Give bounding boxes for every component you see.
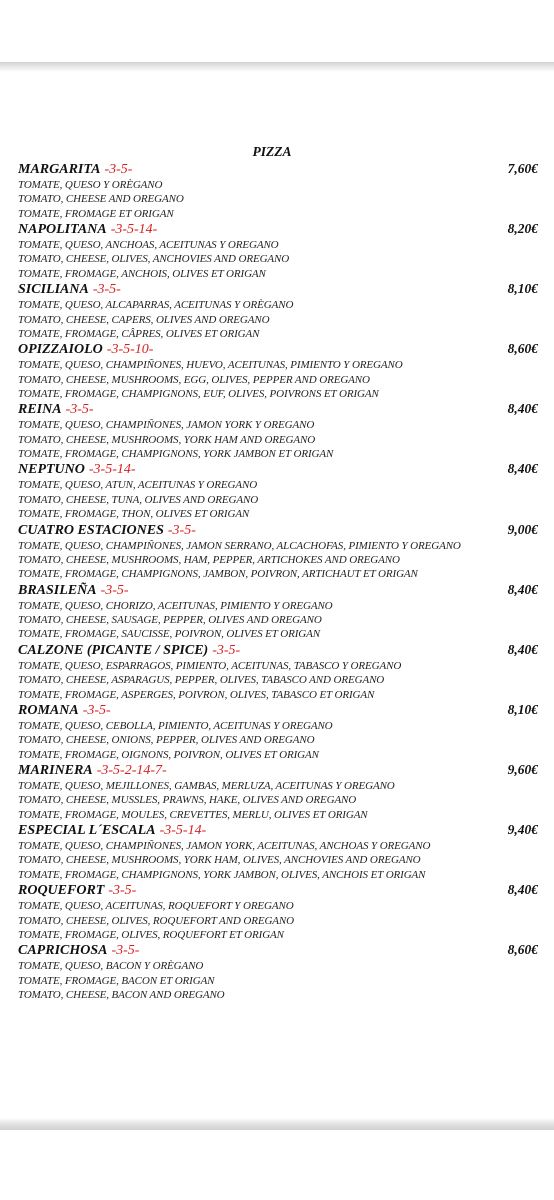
menu-item-price: 9,00€ bbox=[507, 521, 538, 537]
ingredients-line: TOMATE, FROMAGE, THON, OLIVES ET ORIGAN bbox=[18, 508, 250, 521]
ingredients-line: TOMATO, CHEESE, OLIVES, ANCHOVIES AND OREGANO bbox=[18, 253, 290, 266]
menu-item-name-text: CAPRICHOSA bbox=[18, 943, 108, 959]
menu-item-name bbox=[18, 462, 136, 478]
menu-item-header bbox=[18, 281, 538, 298]
ingredients-line: TOMATE, FROMAGE, ANCHOIS, OLIVES ET ORIGAN bbox=[18, 267, 266, 280]
menu-item-name bbox=[18, 763, 167, 779]
ingredients-line: TOMATO, CHEESE, BACON AND OREGANO bbox=[18, 989, 225, 1001]
menu-item-header bbox=[18, 942, 538, 959]
menu-item bbox=[18, 401, 538, 461]
allergen-codes: -3-5-14- bbox=[159, 823, 207, 839]
menu-item bbox=[18, 702, 538, 762]
ingredients-line: TOMATE, FROMAGE, MOULES, CREVETTES, MERLU, OLIVES ET ORIGAN bbox=[18, 808, 368, 821]
menu-item-price: 8,40€ bbox=[507, 581, 538, 597]
ingredients-line: TOMATO, CHEESE, OLIVES, ROQUEFORT AND OREGANO bbox=[18, 914, 295, 927]
menu-item bbox=[18, 582, 538, 642]
menu-item bbox=[18, 762, 538, 822]
menu-item-header bbox=[18, 702, 538, 719]
ingredients-line: TOMATE, QUESO, CHAMPIÑONES, JAMON YORK Y OREGANO bbox=[18, 419, 315, 432]
ingredients-line: TOMATE, FROMAGE, ASPERGES, POIVRON, OLIVES, TABASCO ET ORIGAN bbox=[18, 688, 375, 701]
menu-item-name bbox=[18, 342, 153, 358]
menu-item-header bbox=[18, 642, 538, 659]
ingredients-line: TOMATO, CHEESE, MUSHROOMS, HAM, PEPPER, ARTICHOKES AND OREGANO bbox=[18, 553, 400, 566]
ingredients-line: TOMATE, QUESO, ALCAPARRAS, ACEITUNAS Y ORÈGANO bbox=[18, 299, 294, 312]
allergen-codes: -3-5- bbox=[100, 582, 129, 598]
ingredients-line: TOMATE, QUESO, CHAMPIÑONES, JAMON SERRANO, ALCACHOFAS, PIMIENTO Y OREGANO bbox=[18, 539, 461, 552]
ingredients-line: TOMATO, CHEESE, MUSHROOMS, EGG, OLIVES, PEPPER AND OREGANO bbox=[18, 373, 370, 386]
allergen-codes: -3-5- bbox=[65, 402, 94, 418]
menu-item-price: 8,40€ bbox=[507, 641, 538, 657]
menu-list bbox=[18, 161, 538, 1002]
ingredients-line: TOMATO, CHEESE, ASPARAGUS, PEPPER, OLIVES, TABASCO AND OREGANO bbox=[18, 674, 385, 687]
menu-item-name bbox=[18, 823, 206, 839]
top-bar bbox=[0, 0, 554, 62]
ingredients-line: TOMATE, QUESO, ACEITUNAS, ROQUEFORT Y OREGANO bbox=[18, 900, 294, 913]
menu-item bbox=[18, 221, 538, 281]
bottom-divider bbox=[0, 1118, 554, 1130]
menu-item-name-text: MARGARITA bbox=[18, 162, 101, 177]
menu-item-name-text: ROQUEFORT bbox=[18, 883, 105, 899]
menu-item-price: 8,40€ bbox=[507, 401, 538, 417]
ingredients-line: TOMATE, QUESO, ESPARRAGOS, PIMIENTO, ACEITUNAS, TABASCO Y OREGANO bbox=[18, 659, 402, 672]
menu-item-price: 8,60€ bbox=[507, 341, 538, 357]
allergen-codes: -3-5- bbox=[212, 642, 241, 658]
menu-item-name bbox=[18, 282, 121, 298]
allergen-codes: -3-5- bbox=[167, 522, 196, 538]
allergen-codes: -3-5- bbox=[111, 943, 140, 959]
menu-item-name-text: NAPOLITANA bbox=[18, 222, 107, 238]
menu-item-name bbox=[18, 162, 132, 178]
ingredients-line: TOMATE, QUESO, BACON Y ORÈGANO bbox=[18, 960, 204, 973]
menu-item-name-text: ESPECIAL L´ESCALA bbox=[18, 823, 156, 839]
menu-item-name-text: OPIZZAIOLO bbox=[18, 342, 103, 358]
menu-item-header bbox=[18, 822, 538, 839]
ingredients-line: TOMATE, QUESO, CHAMPIÑONES, JAMON YORK, ACEITUNAS, ANCHOAS Y OREGANO bbox=[18, 840, 431, 853]
ingredients-line: TOMATE, QUESO, CHORIZO, ACEITUNAS, PIMIENTO Y OREGANO bbox=[18, 599, 333, 612]
menu-item-name-text: CUATRO ESTACIONES bbox=[18, 522, 164, 538]
menu-item-name-text: SICILIANA bbox=[18, 282, 89, 298]
allergen-codes: -3-5-2-14-7- bbox=[96, 762, 167, 778]
menu-item bbox=[18, 642, 538, 702]
ingredients-line: TOMATE, QUESO Y ORÈGANO bbox=[18, 179, 163, 191]
menu-item-price: 9,60€ bbox=[507, 761, 538, 777]
ingredients-line: TOMATE, QUESO, ANCHOAS, ACEITUNAS Y OREGANO bbox=[18, 239, 279, 252]
menu-item bbox=[18, 461, 538, 521]
ingredients-line: TOMATE, FROMAGE, BACON ET ORIGAN bbox=[18, 974, 215, 987]
menu-item-header bbox=[18, 762, 538, 779]
menu-item-price: 9,40€ bbox=[507, 822, 538, 838]
ingredients-line: TOMATO, CHEESE, MUSHROOMS, YORK HAM AND OREGANO bbox=[18, 433, 316, 446]
menu-item-name bbox=[18, 583, 129, 599]
ingredients-line: TOMATE, FROMAGE, CHAMPIGNONS, JAMBON, POIVRON, ARTICHAUT ET ORIGAN bbox=[18, 568, 418, 581]
ingredients-line: TOMATE, FROMAGE, OIGNONS, POIVRON, OLIVES ET ORIGAN bbox=[18, 748, 319, 761]
menu-item-header bbox=[18, 401, 538, 418]
allergen-codes: -3-5- bbox=[92, 282, 121, 298]
ingredients-line: TOMATO, CHEESE, MUSSLES, PRAWNS, HAKE, OLIVES AND OREGANO bbox=[18, 794, 357, 807]
ingredients-line: TOMATO, CHEESE, TUNA, OLIVES AND OREGANO bbox=[18, 493, 259, 506]
allergen-codes: -3-5-10- bbox=[106, 342, 154, 358]
ingredients-line: TOMATE, QUESO, ATUN, ACEITUNAS Y OREGANO bbox=[18, 479, 258, 492]
menu-item-name bbox=[18, 943, 139, 959]
menu-item-header bbox=[18, 341, 538, 358]
bottom-bar bbox=[0, 1130, 554, 1200]
menu-item-header bbox=[18, 461, 538, 478]
ingredients-line: TOMATO, CHEESE, SAUSAGE, PEPPER, OLIVES AND OREGANO bbox=[18, 614, 322, 627]
ingredients-line: TOMATE, FROMAGE, OLIVES, ROQUEFORT ET ORIGAN bbox=[18, 928, 284, 941]
menu-item-price: 8,60€ bbox=[507, 942, 538, 958]
allergen-codes: -3-5- bbox=[108, 883, 137, 899]
menu-item-name bbox=[18, 222, 157, 238]
menu-item-price: 8,10€ bbox=[507, 281, 538, 297]
ingredients-line: TOMATE, QUESO, CHAMPIÑONES, HUEVO, ACEITUNAS, PIMIENTO Y OREGANO bbox=[18, 359, 403, 372]
menu-item-name bbox=[18, 883, 136, 899]
ingredients-line: TOMATE, FROMAGE, CHAMPIGNONS, YORK JAMBON ET ORIGAN bbox=[18, 448, 334, 461]
menu-item bbox=[18, 822, 538, 882]
ingredients-line: TOMATE, FROMAGE ET ORIGAN bbox=[18, 207, 174, 220]
allergen-codes: -3-5-14- bbox=[88, 462, 136, 478]
ingredients-line: TOMATE, FROMAGE, CHAMPIGNONS, YORK JAMBON, OLIVES, ANCHOIS ET ORIGAN bbox=[18, 868, 426, 881]
menu-item-price: 8,40€ bbox=[507, 461, 538, 477]
top-divider bbox=[0, 62, 554, 72]
menu-item bbox=[18, 341, 538, 401]
menu-item-name-text: NEPTUNO bbox=[18, 462, 85, 478]
menu-item-name-text: ROMANA bbox=[18, 702, 79, 718]
menu-item-price: 8,20€ bbox=[507, 221, 538, 237]
ingredients-line: TOMATE, FROMAGE, CHAMPIGNONS, EUF, OLIVES, POIVRONS ET ORIGAN bbox=[18, 388, 379, 401]
menu-item-header bbox=[18, 522, 538, 539]
ingredients-line: TOMATE, QUESO, MEJILLONES, GAMBAS, MERLUZA, ACEITUNAS Y OREGANO bbox=[18, 779, 395, 792]
menu-item bbox=[18, 161, 538, 221]
ingredients-line: TOMATO, CHEESE, MUSHROOMS, YORK HAM, OLIVES, ANCHOVIES AND OREGANO bbox=[18, 854, 421, 867]
ingredients-line: TOMATO, CHEESE, CAPERS, OLIVES AND OREGANO bbox=[18, 313, 270, 326]
menu-item bbox=[18, 522, 538, 582]
menu-item-header bbox=[18, 582, 538, 599]
menu-item-header bbox=[18, 882, 538, 899]
menu-page bbox=[0, 72, 554, 1118]
menu-item-name bbox=[18, 643, 240, 659]
menu-item-header bbox=[18, 221, 538, 238]
menu-item-name bbox=[18, 703, 111, 719]
ingredients-line: TOMATO, CHEESE, ONIONS, PEPPER, OLIVES AND OREGANO bbox=[18, 734, 315, 747]
menu-item bbox=[18, 281, 538, 341]
menu-item bbox=[18, 882, 538, 942]
menu-title: PIZZA bbox=[252, 144, 292, 159]
ingredients-line: TOMATE, QUESO, CEBOLLA, PIMIENTO, ACEITUNAS Y OREGANO bbox=[18, 719, 333, 732]
menu-item bbox=[18, 942, 538, 1002]
menu-item-name bbox=[18, 402, 94, 418]
menu-item-name-text: REINA bbox=[18, 402, 62, 418]
menu-item-name bbox=[18, 523, 196, 539]
allergen-codes: -3-5- bbox=[104, 162, 133, 177]
menu-item-price: 8,40€ bbox=[507, 882, 538, 898]
ingredients-line: TOMATO, CHEESE AND OREGANO bbox=[18, 193, 184, 206]
ingredients-line: TOMATE, FROMAGE, CÂPRES, OLIVES ET ORIGAN bbox=[18, 327, 260, 340]
ingredients-line: TOMATE, FROMAGE, SAUCISSE, POIVRON, OLIVES ET ORIGAN bbox=[18, 628, 320, 641]
menu-item-price: 8,10€ bbox=[507, 701, 538, 717]
menu-item-price: 7,60€ bbox=[507, 161, 538, 176]
menu-item-header bbox=[18, 161, 538, 178]
menu-item-name-text: CALZONE (PICANTE / SPICE) bbox=[18, 642, 209, 658]
menu-item-name-text: BRASILEÑA bbox=[18, 582, 97, 598]
menu-item-name-text: MARINERA bbox=[18, 762, 93, 778]
allergen-codes: -3-5-14- bbox=[110, 222, 158, 238]
allergen-codes: -3-5- bbox=[82, 702, 111, 718]
